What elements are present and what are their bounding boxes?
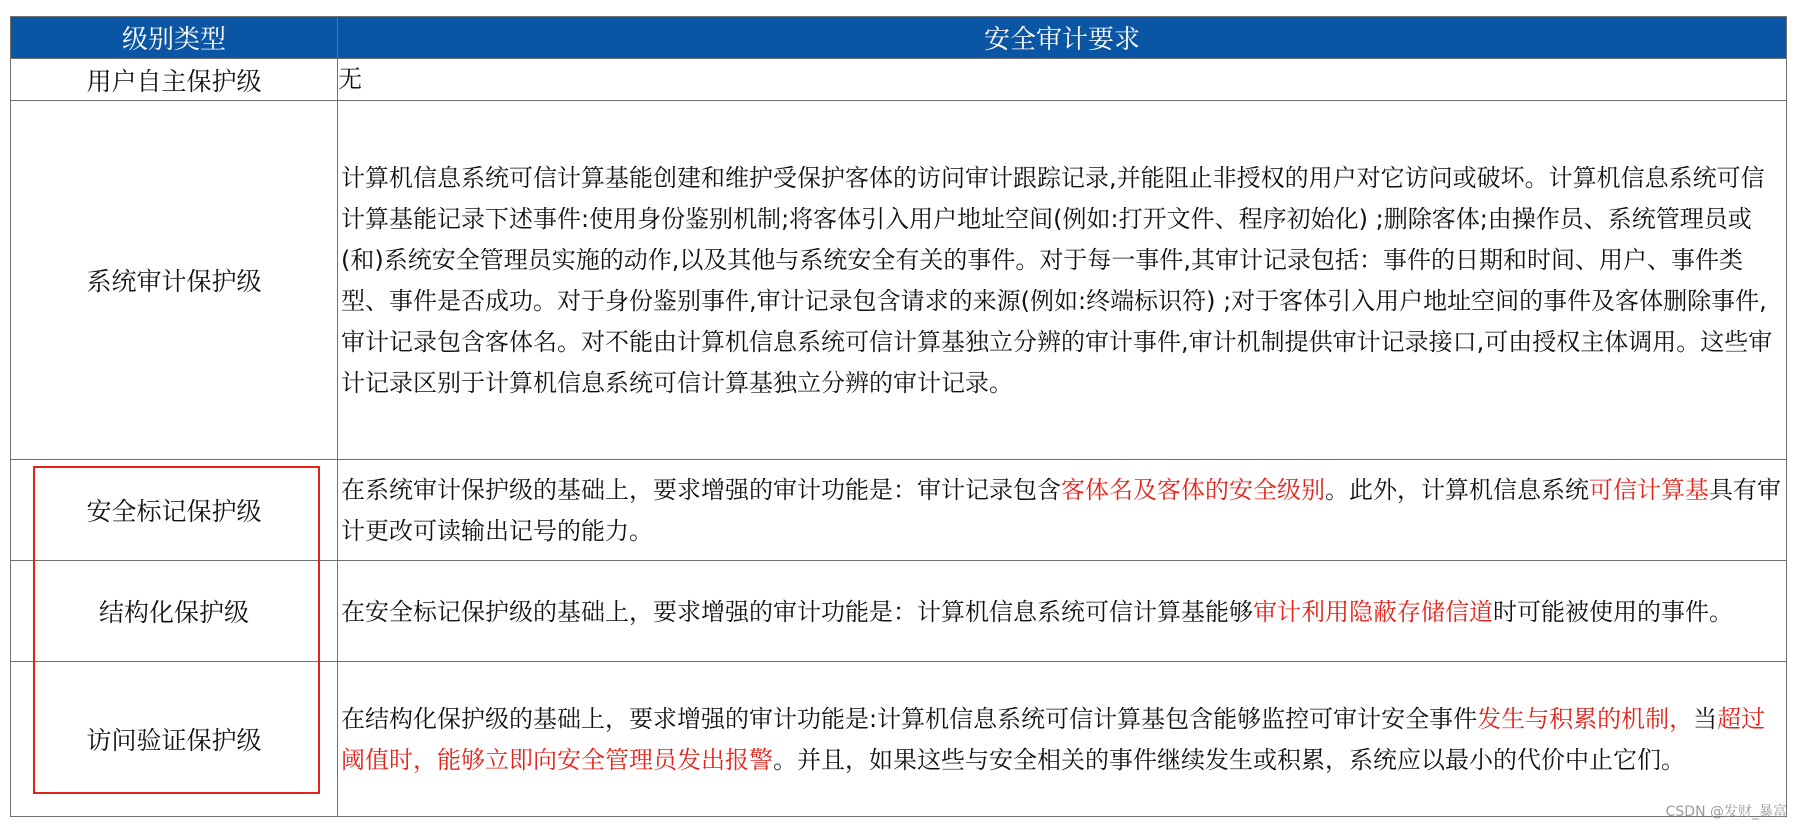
requirement-text: 时可能被使用的事件。 — [1493, 597, 1733, 626]
requirement-system-audit: 计算机信息系统可信计算基能创建和维护受保护客体的访问审计跟踪记录,并能阻止非授权的用户对它访问或破坏。计算机信息系统可信计算基能记录下述事件:使用身份鉴别机制;将客体引入用户地址空间(例如:打开文件、程序初始化) ;删除客体;由操作员、系统管理员或(和)系统安全管理员实施的动作,以及其他与系统安全有关的事件。对于每一事件,其审计记录包括：事件的日期和时间、用户、事件类型、事件是否成功。对于身份鉴别事件,审计记录包含请求的来源(例如:终端标识符) ;对于客体引入用户地址空间的事件及客体删除事件,审计记录包含客体名。对不能由计算机信息系统可信计算基独立分辨的审计事件,审计机制提供审计记录接口,可由授权主体调用。这些审计记录区别于计算机信息系统可信计算基独立分辨的审计记录。 — [338, 101, 1787, 460]
requirement-text: 在结构化保护级的基础上，要求增强的审计功能是:计算机信息系统可信计算基包含能够监控可审计安全事件 — [341, 705, 1478, 733]
level-system-audit: 系统审计保护级 — [11, 101, 338, 460]
highlighted-requirement-text: 可信计算基 — [1589, 476, 1709, 504]
requirement-text: 。此外，计算机信息系统 — [1325, 476, 1589, 504]
audit-requirements-table-wrapper — [10, 16, 1786, 817]
highlighted-requirement-text: 超过阈值时，能够立即向安全管理员发出报警 — [341, 705, 1766, 774]
table-header-row — [11, 17, 1787, 59]
table-row-system-audit — [11, 101, 1787, 460]
audit-requirements-table — [10, 16, 1787, 817]
level-access-verification: 访问验证保护级 — [11, 662, 338, 817]
watermark: CSDN @发财_暴富 — [1665, 804, 1787, 820]
requirement-access-verification — [338, 662, 1787, 817]
requirement-text: 在系统审计保护级的基础上，要求增强的审计功能是：审计记录包含 — [341, 476, 1061, 504]
requirement-user-discretionary: 无 — [338, 59, 1787, 101]
header-level-type: 级别类型 — [11, 17, 338, 59]
table-row-structured — [11, 561, 1787, 662]
requirement-text: 。并且，如果这些与安全相关的事件继续发生或积累，系统应以最小的代价中止它们。 — [773, 746, 1685, 774]
highlighted-requirement-text: 审计利用隐蔽存储信道 — [1253, 597, 1493, 626]
requirement-text: 具有审计更改可读输出记号的能力。 — [341, 476, 1781, 545]
level-security-label: 安全标记保护级 — [11, 460, 338, 561]
table-row-user-discretionary — [11, 59, 1787, 101]
requirement-security-label — [338, 460, 1787, 561]
table-row-access-verification — [11, 662, 1787, 817]
requirement-structured — [338, 561, 1787, 662]
highlighted-requirement-text: 客体名及客体的安全级别 — [1061, 476, 1325, 504]
table-row-security-label — [11, 460, 1787, 561]
level-user-discretionary: 用户自主保护级 — [11, 59, 338, 101]
header-audit-requirement: 安全审计要求 — [338, 17, 1787, 59]
highlighted-requirement-text: 发生与积累的机制， — [1477, 705, 1694, 733]
requirement-text: 当 — [1693, 705, 1718, 733]
requirement-text: 在安全标记保护级的基础上，要求增强的审计功能是：计算机信息系统可信计算基能够 — [341, 597, 1253, 626]
level-structured: 结构化保护级 — [11, 561, 338, 662]
